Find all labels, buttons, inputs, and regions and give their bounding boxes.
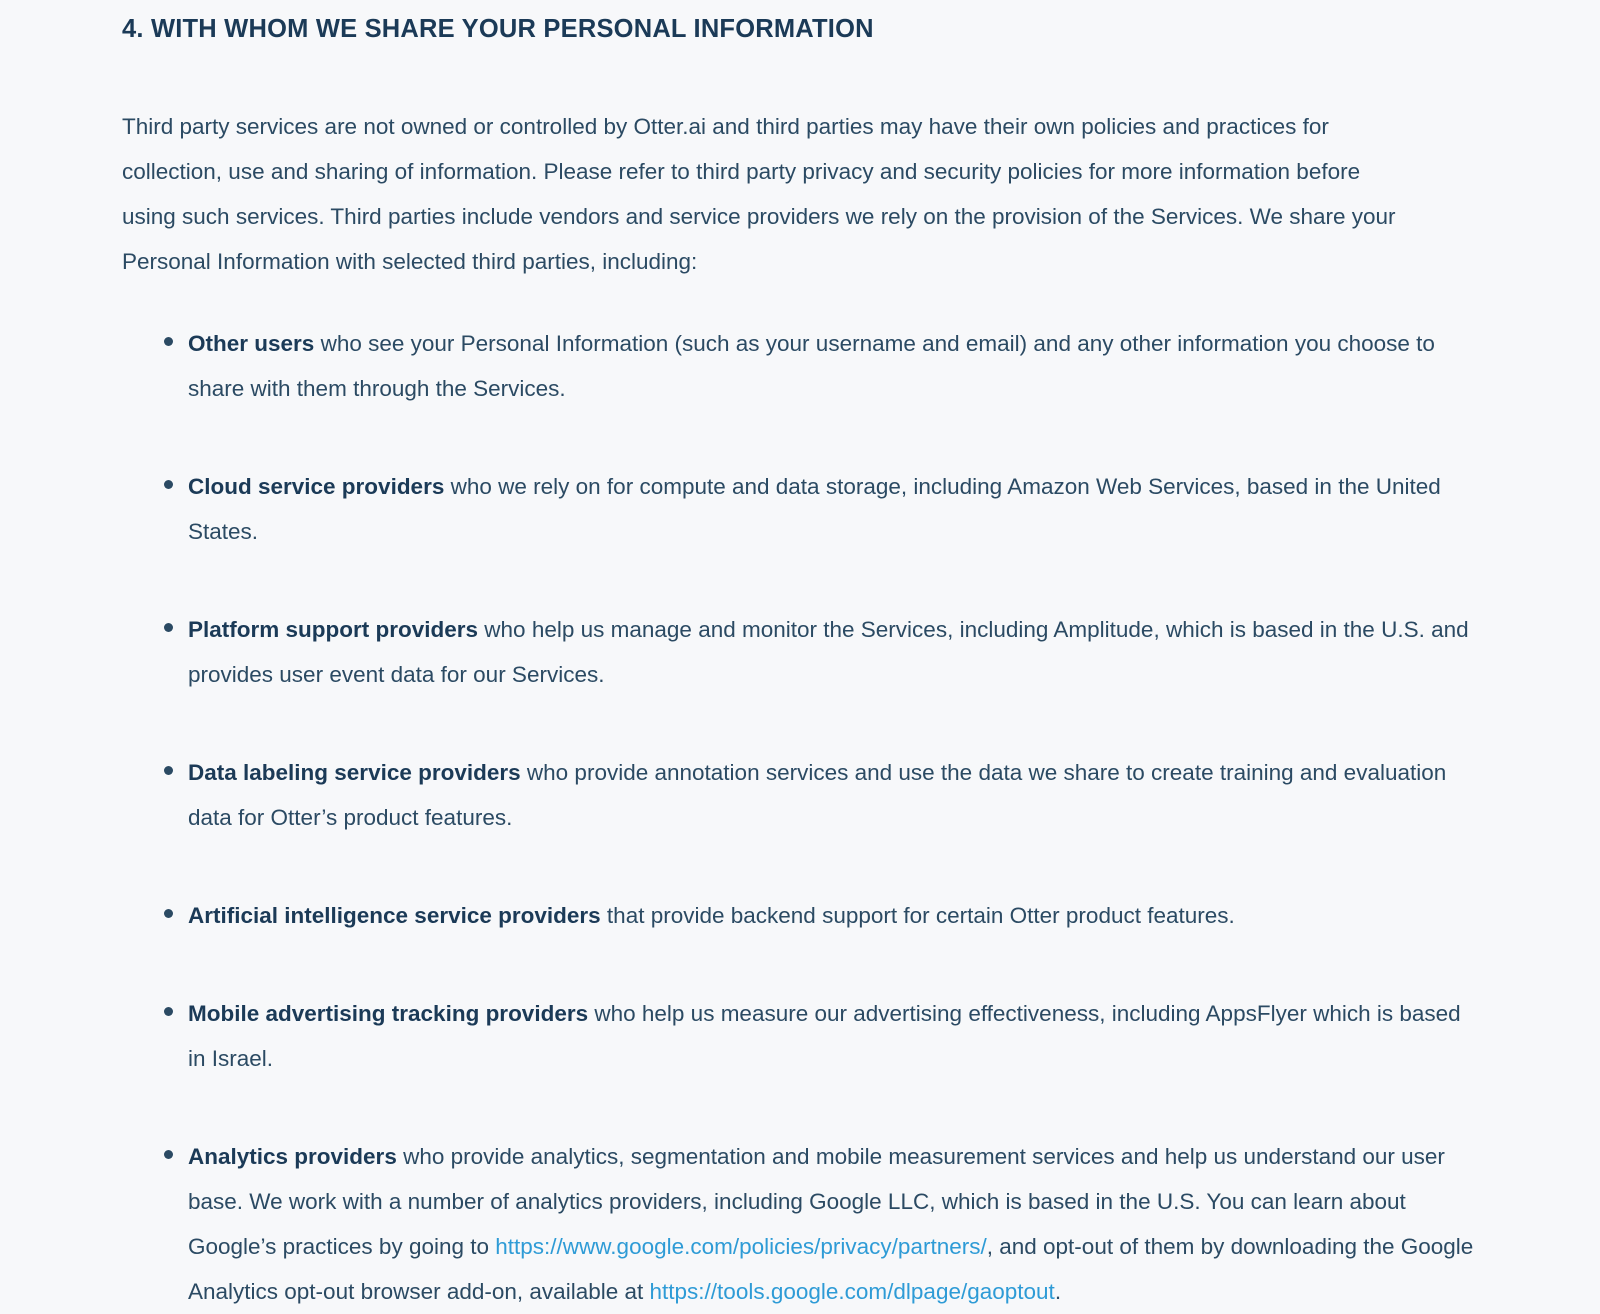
bullet-icon: [164, 1007, 173, 1016]
list-item-text: who provide annotation services and use the data we share to create training and evaluation data for Otter’s product features.: [188, 760, 1447, 831]
list-item-text-middle: , and opt-out of them by downloading the Google Analytics opt-out browser add-on, available at: [188, 1234, 1474, 1305]
bullet-icon: [164, 337, 173, 346]
page-title: 4. WITH WHOM WE SHARE YOUR PERSONAL INFORMATION: [122, 15, 874, 43]
list-item: [122, 464, 1478, 554]
list-item-term: Cloud service providers: [188, 474, 445, 500]
third-party-list: [122, 284, 1480, 1314]
bullet-icon: [164, 1150, 173, 1159]
list-item-term: Data labeling service providers: [188, 760, 521, 786]
list-item-text-after: .: [1054, 1279, 1062, 1305]
list-item-text: who see your Personal Information (such as your username and email) and any other information you choose to share with them through the Services.: [188, 331, 1435, 402]
google-privacy-partners-link[interactable]: https://www.google.com/policies/privacy/partners/: [495, 1234, 987, 1260]
list-item-term: Mobile advertising tracking providers: [188, 1001, 589, 1027]
bullet-icon: [164, 480, 173, 489]
list-item-term: Platform support providers: [188, 617, 479, 643]
bullet-icon: [164, 623, 173, 632]
list-item-text: who we rely on for compute and data storage, including Amazon Web Services, based in the United States.: [188, 474, 1441, 545]
list-item-analytics: [122, 1134, 1478, 1314]
list-item-text: who help us manage and monitor the Services, including Amplitude, which is based in the U.S. and provides user event data for our Services.: [188, 617, 1469, 688]
list-item: [122, 607, 1478, 697]
list-item-text: who help us measure our advertising effectiveness, including AppsFlyer which is based in Israel.: [188, 1001, 1461, 1072]
google-analytics-optout-link[interactable]: https://tools.google.com/dlpage/gaoptout: [649, 1279, 1055, 1305]
bullet-icon: [164, 766, 173, 775]
list-item: [122, 893, 1478, 938]
list-item-term: Other users: [188, 331, 315, 357]
list-item: [122, 750, 1478, 840]
list-item: [122, 991, 1478, 1081]
list-item: [122, 321, 1478, 411]
list-item-term: Analytics providers: [188, 1144, 397, 1170]
list-item-term: Artificial intelligence service providers: [188, 903, 601, 929]
section-intro-paragraph: Third party services are not owned or controlled by Otter.ai and third parties may have their own policies and practices for collection, use and sharing of information. Please refer to third party privacy and security policies for more information before using such services. Third parties include vendors and service providers we rely on the provision of the Services. We share your Personal Information with selected third parties, including:: [122, 114, 1396, 275]
list-item-text-before-link: who provide analytics, segmentation and mobile measurement services and help us understand our user base. We work with a number of analytics providers, including Google LLC, which is based in the U.S. You can learn about Google’s practices by going to: [188, 1144, 1445, 1260]
bullet-icon: [164, 909, 173, 918]
list-item-text: that provide backend support for certain Otter product features.: [600, 903, 1235, 929]
